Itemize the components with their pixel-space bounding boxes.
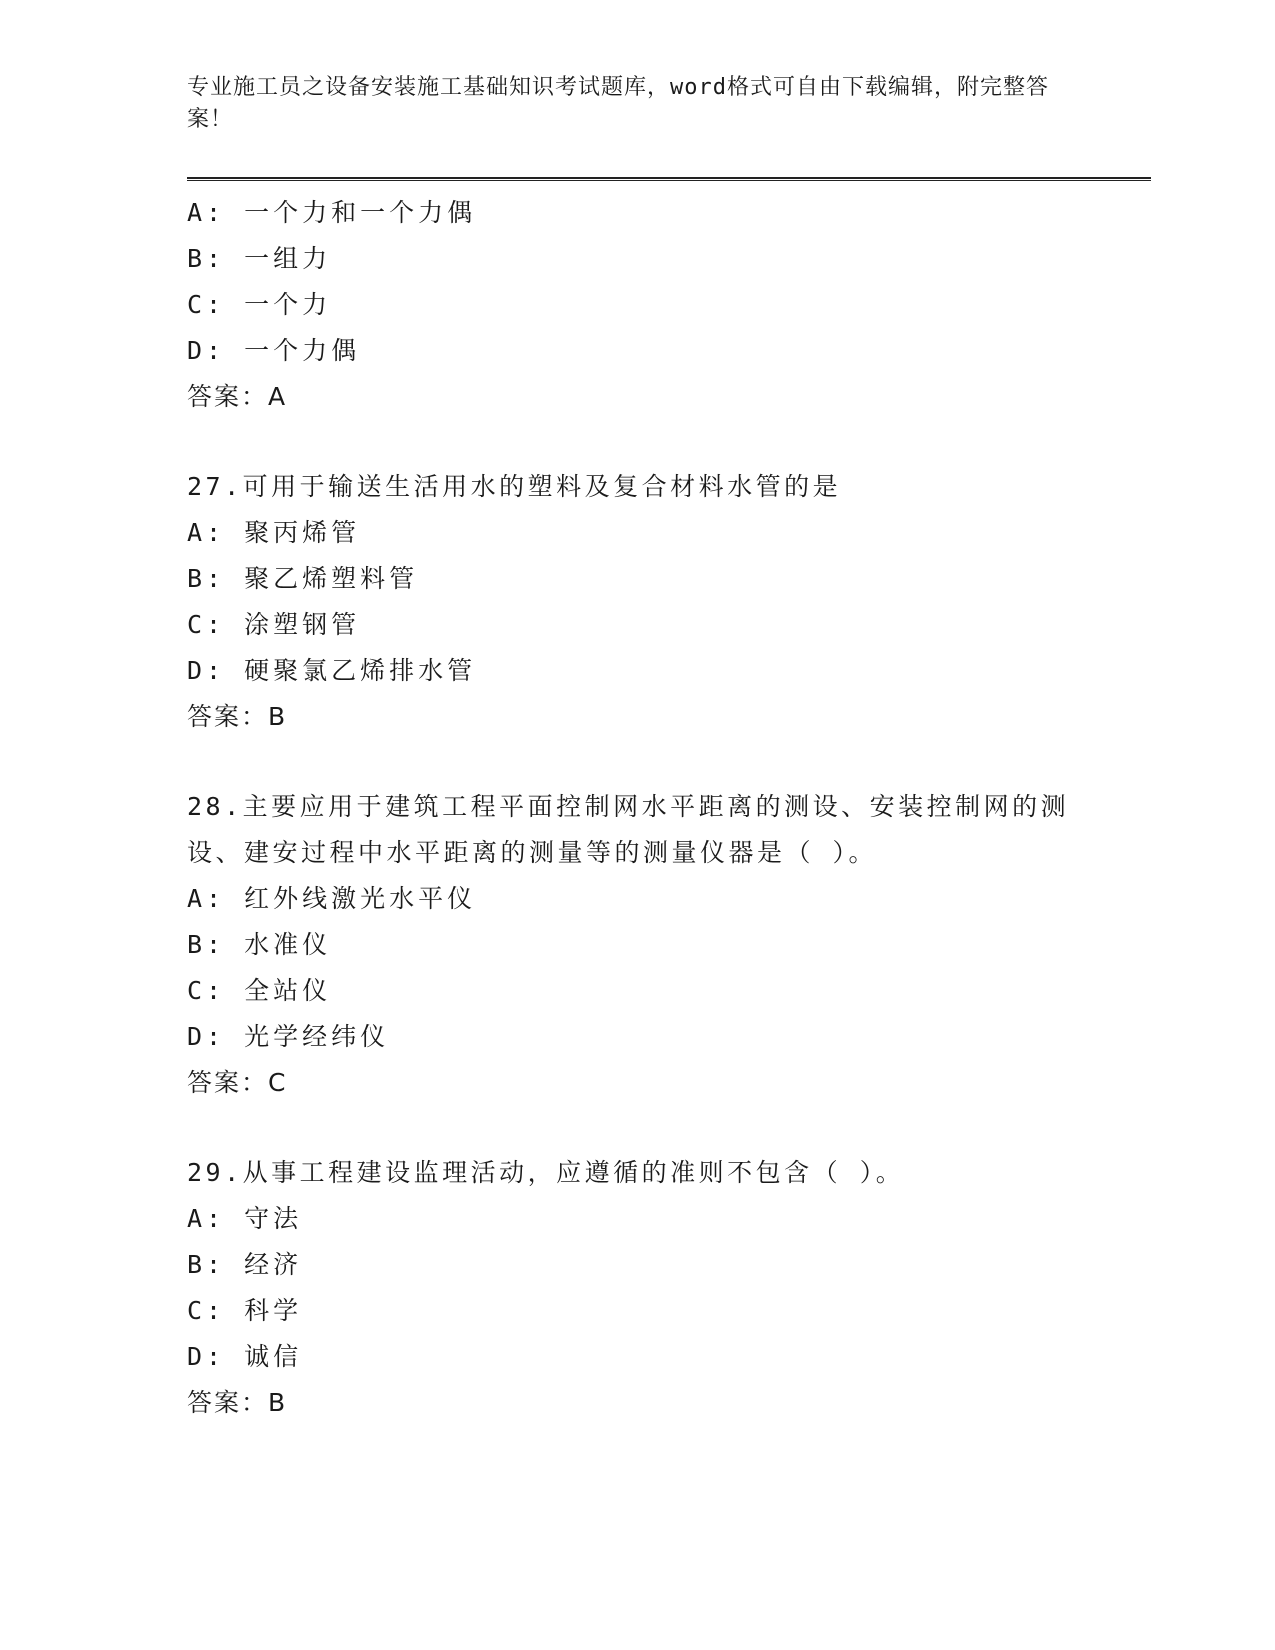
header-divider bbox=[187, 177, 1151, 181]
question-27 bbox=[187, 464, 1107, 740]
option-b: B: 聚乙烯塑料管 bbox=[187, 564, 419, 593]
question-stem: 27.可用于输送生活用水的塑料及复合材料水管的是 bbox=[187, 472, 842, 501]
option-a: A: 聚丙烯管 bbox=[187, 518, 361, 547]
answer-label: 答案：C bbox=[187, 1068, 288, 1097]
option-d: D: 硬聚氯乙烯排水管 bbox=[187, 656, 477, 685]
option-c: C: 一个力 bbox=[187, 290, 332, 319]
option-a: A: 守法 bbox=[187, 1204, 303, 1233]
answer-label: 答案：A bbox=[187, 382, 288, 411]
option-a: A: 红外线激光水平仪 bbox=[187, 884, 477, 913]
question-28 bbox=[187, 784, 1107, 1106]
option-c: C: 涂塑钢管 bbox=[187, 610, 361, 639]
option-d: D: 一个力偶 bbox=[187, 336, 361, 365]
option-c: C: 科学 bbox=[187, 1296, 303, 1325]
question-29 bbox=[187, 1150, 1107, 1426]
answer-label: 答案：B bbox=[187, 1388, 288, 1417]
option-a: A: 一个力和一个力偶 bbox=[187, 198, 477, 227]
question-stem: 29.从事工程建设监理活动，应遵循的准则不包含（ ）。 bbox=[187, 1158, 905, 1187]
option-d: D: 诚信 bbox=[187, 1342, 303, 1371]
answer-label: 答案：B bbox=[187, 702, 288, 731]
option-c: C: 全站仪 bbox=[187, 976, 332, 1005]
question-26-continued bbox=[187, 190, 1107, 420]
question-list bbox=[187, 190, 1107, 1426]
page-header: 专业施工员之设备安装施工基础知识考试题库，word格式可自由下载编辑，附完整答案！ bbox=[187, 75, 1049, 132]
option-b: B: 一组力 bbox=[187, 244, 332, 273]
option-b: B: 水准仪 bbox=[187, 930, 332, 959]
option-b: B: 经济 bbox=[187, 1250, 303, 1279]
question-stem: 28.主要应用于建筑工程平面控制网水平距离的测设、安装控制网的测设、建安过程中水平距离的测量等的测量仪器是（ ）。 bbox=[187, 792, 1070, 867]
option-d: D: 光学经纬仪 bbox=[187, 1022, 390, 1051]
